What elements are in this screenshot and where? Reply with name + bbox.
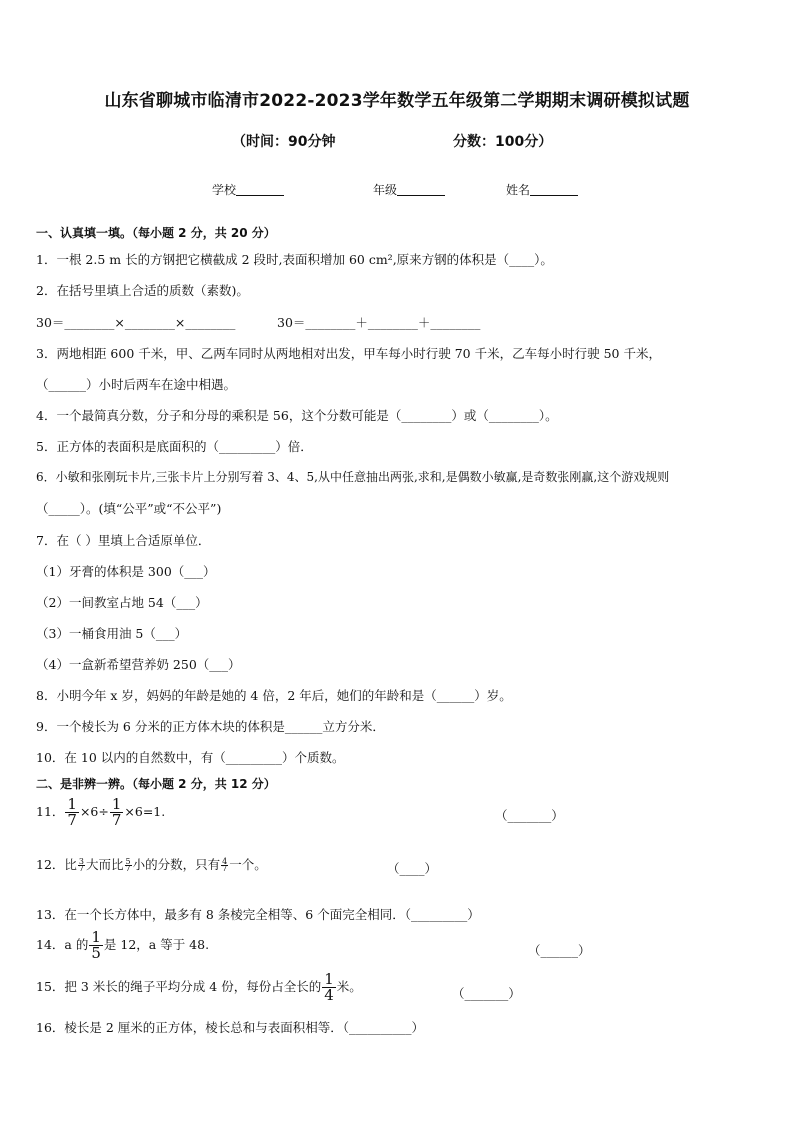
fraction	[89, 930, 103, 961]
question-3-line-2: （______）小时后两车在途中相遇。	[36, 377, 237, 392]
fraction-denominator: 7	[67, 811, 77, 829]
name-field	[506, 181, 578, 198]
fraction-numerator: 4	[222, 856, 228, 866]
question-9: 9．一个棱长为 6 分米的正方体木块的体积是______立方分米．	[36, 719, 385, 734]
fraction-numerator: 5	[125, 856, 131, 866]
exam-score: 分数：100分）	[453, 134, 553, 150]
question-12	[36, 855, 267, 873]
section-heading-2: 二、是非辨一辨。（每小题 2 分，共 12 分）	[36, 777, 276, 791]
fraction-denominator: 7	[78, 864, 84, 873]
fraction	[110, 797, 124, 828]
fraction	[322, 972, 336, 1003]
fraction	[78, 856, 85, 873]
fraction	[221, 856, 228, 873]
fraction	[65, 797, 79, 828]
question-2-product-blanks: 30＝________×________×________	[36, 315, 236, 330]
question-15-answer: （_______）	[452, 986, 521, 1001]
question-12-text-b: 大而比	[86, 857, 124, 872]
question-10: 10．在 10 以内的自然数中，有（_________）个质数。	[36, 750, 345, 765]
grade-field	[373, 181, 445, 198]
question-2: 2．在括号里填上合适的质数（素数)。	[36, 283, 249, 298]
question-6-line-2: （_____）。(填“公平”或“不公平”)	[36, 501, 222, 516]
question-11-tail: ×6=1.	[124, 804, 166, 819]
fraction-numerator: 3	[78, 856, 84, 866]
school-label: 学校	[212, 183, 237, 197]
question-13: 13．在一个长方体中，最多有 8 条棱完全相等、6 个面完全相同．（_________）	[36, 907, 480, 922]
question-6-line-1: 6．小敏和张刚玩卡片,三张卡片上分别写着 3、4、5,从中任意抽出两张,求和,是偶数小敏赢,是奇数张刚赢,这个游戏规则	[36, 470, 670, 484]
fraction-numerator: 1	[67, 795, 77, 813]
fraction-denominator: 5	[91, 944, 101, 962]
exam-time: （时间：90分钟	[232, 134, 336, 150]
question-14-text-b: 是 12，a 等于 48.	[103, 937, 210, 952]
question-11-operator: ×6÷	[79, 804, 109, 819]
name-label: 姓名	[506, 183, 531, 197]
question-12-answer: （____）	[387, 861, 438, 876]
question-7-part-4: （4）一盒新希望营养奶 250（___）	[36, 657, 241, 672]
question-7-part-2: （2）一间教室占地 54（___）	[36, 595, 208, 610]
fraction-denominator: 4	[324, 986, 334, 1004]
section-heading-1: 一、认真填一填。（每小题 2 分，共 20 分）	[36, 226, 276, 240]
fraction-numerator: 1	[111, 795, 122, 813]
question-14	[36, 930, 209, 961]
fraction-denominator: 7	[125, 864, 131, 873]
question-11-number: 11．	[36, 804, 65, 819]
question-7: 7．在（ ）里填上合适原单位．	[36, 533, 211, 548]
question-14-text-a: 14．a 的	[36, 937, 89, 952]
question-11-answer: （_______）	[495, 808, 564, 823]
school-blank[interactable]	[236, 183, 284, 196]
question-3-line-1: 3．两地相距 600 千米，甲、乙两车同时从两地相对出发，甲车每小时行驶 70 千米，乙车每小时行驶 50 千米，	[36, 346, 661, 361]
question-16: 16．棱长是 2 厘米的正方体，棱长总和与表面积相等．（__________）	[36, 1020, 425, 1035]
question-8: 8．小明今年 x 岁，妈妈的年龄是她的 4 倍，2 年后，她们的年龄和是（______）岁。	[36, 688, 512, 703]
question-12-text-a: 12．比	[36, 857, 77, 872]
question-1: 1．一根 2.5 m 长的方钢把它横截成 2 段时,表面积增加 60 cm²,原来方钢的体积是（____）。	[36, 252, 553, 267]
question-12-text-d: 一个。	[229, 857, 267, 872]
page-title: 山东省聊城市临清市2022-2023学年数学五年级第二学期期末调研模拟试题	[104, 91, 690, 111]
fraction-denominator: 7	[222, 864, 228, 873]
fraction-numerator: 1	[324, 970, 334, 988]
grade-blank[interactable]	[397, 183, 445, 196]
question-7-part-1: （1）牙膏的体积是 300（___）	[36, 564, 216, 579]
fraction-denominator: 7	[111, 811, 122, 829]
question-15-text-a: 15．把 3 米长的绳子平均分成 4 份，每份占全长的	[36, 979, 322, 994]
name-blank[interactable]	[530, 183, 578, 196]
question-15-text-b: 米。	[336, 979, 362, 994]
grade-label: 年级	[373, 183, 398, 197]
school-field	[212, 181, 284, 198]
question-14-answer: （______）	[528, 943, 591, 958]
question-15	[36, 972, 362, 1003]
fraction	[125, 856, 132, 873]
question-2-sum-blanks: 30＝________＋________＋________	[277, 315, 481, 330]
fraction-numerator: 1	[91, 928, 101, 946]
question-4: 4．一个最简真分数，分子和分母的乘积是 56，这个分数可能是（________）或（________）。	[36, 408, 558, 423]
question-5: 5．正方体的表面积是底面积的（_________）倍．	[36, 439, 313, 454]
question-7-part-3: （3）一桶食用油 5（___）	[36, 626, 188, 641]
question-11	[36, 797, 165, 828]
question-12-text-c: 小的分数，只有	[132, 857, 221, 872]
